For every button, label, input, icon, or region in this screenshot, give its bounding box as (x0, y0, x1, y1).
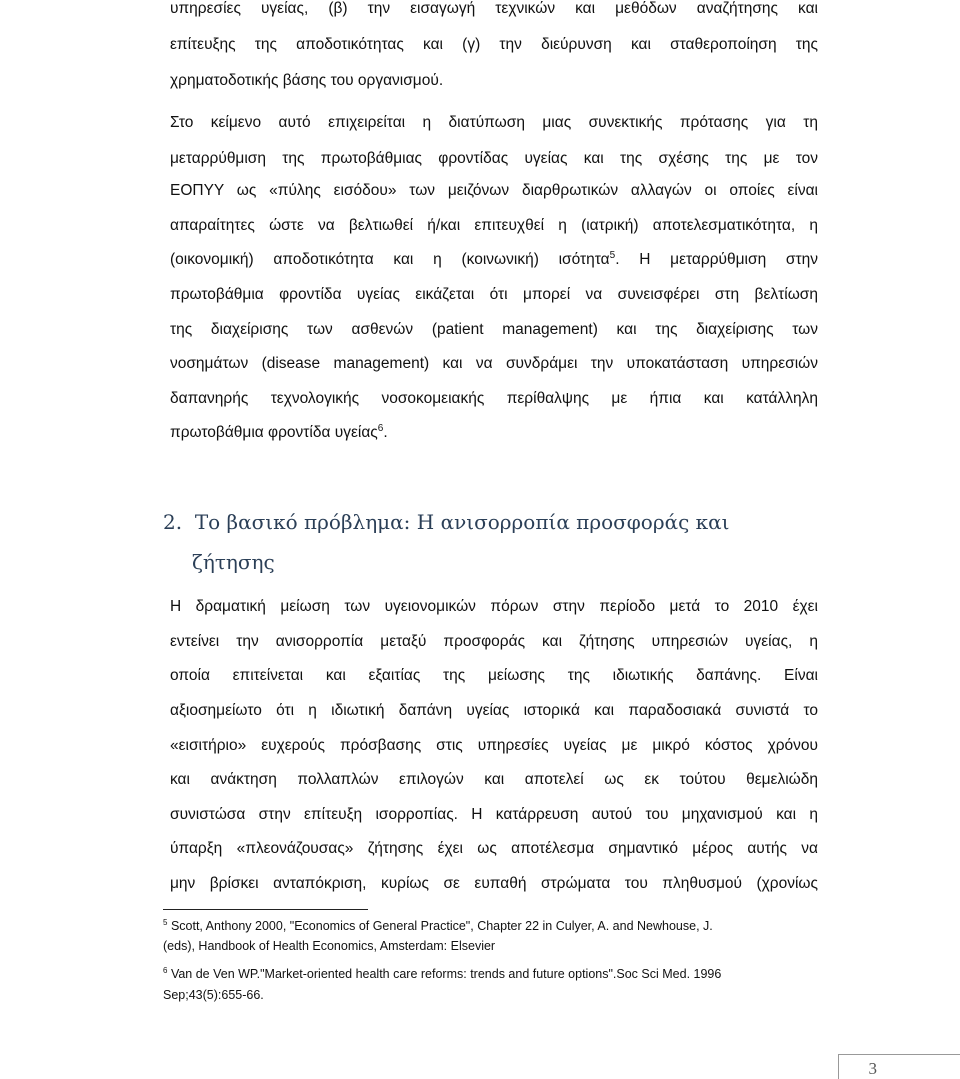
body-text-line: οποία επιτείνεται και εξαιτίας της μείωσης της ιδιωτικής δαπάνης. Είναι (170, 667, 818, 684)
footnote (163, 966, 803, 982)
body-text-line: νοσημάτων (disease management) και να συνδράμει την υποκατάσταση υπηρεσιών (170, 355, 818, 372)
body-text-line: εντείνει την ανισορροπία μεταξύ προσφοράς και ζήτησης υπηρεσιών υγείας, η (170, 633, 818, 650)
body-text-fragment: . Η μεταρρύθμιση στην (615, 251, 818, 268)
body-text-line: απαραίτητες ώστε να βελτιωθεί ή/και επιτευχθεί η (ιατρική) αποτελεσματικότητα, η (170, 217, 818, 234)
body-text-line: Η δραματική μείωση των υγειονομικών πόρων στην περίοδο μετά το 2010 έχει (170, 598, 818, 615)
footnote-text: Scott, Anthony 2000, "Economics of General Practice", Chapter 22 in Culyer, A. and Newhouse, J. (170, 919, 713, 933)
body-text-line: ύπαρξη «πλεονάζουσας» ζήτησης έχει ως αποτέλεσμα σημαντικό μέρος αυτής να (170, 840, 818, 857)
page-number-box (838, 1054, 960, 1079)
body-text-line: Στο κείμενο αυτό επιχειρείται η διατύπωση μιας συνεκτικής πρότασης για τη (170, 114, 818, 131)
body-text-line: χρηματοδοτικής βάσης του οργανισμού. (170, 72, 444, 89)
footnote-text: Van de Ven WP."Market-oriented health care reforms: trends and future options".Soc Sci Med. 1996 (170, 967, 722, 981)
body-text-line: υπηρεσίες υγείας, (β) την εισαγωγή τεχνικών και μεθόδων αναζήτησης και (170, 0, 818, 17)
body-text-line: ΕΟΠΥΥ ως «πύλης εισόδου» των μειζόνων διαρθρωτικών αλλαγών οι οποίες είναι (170, 182, 818, 199)
section-number: 2. (163, 510, 183, 534)
body-text-line: αξιοσημείωτο ότι η ιδιωτική δαπάνη υγείας ιστορικά και παραδοσιακά συνιστά το (170, 702, 818, 719)
footnote-marker: 6 (163, 965, 168, 975)
footnote-text: (eds), Handbook of Health Economics, Amsterdam: Elsevier (163, 939, 496, 953)
body-text-line: μεταρρύθμιση της πρωτοβάθμιας φροντίδας υγείας και της σχέσης της με τον (170, 150, 818, 167)
footnote-text: Sep;43(5):655-66. (163, 988, 264, 1002)
body-text-line (170, 423, 818, 443)
body-text-line: της διαχείρισης των ασθενών (patient management) και της διαχείρισης των (170, 321, 818, 338)
body-text-fragment: . (383, 424, 388, 441)
footnote-reference[interactable]: 5 (609, 249, 616, 261)
section-title-line: Το βασικό πρόβλημα: Η ανισορροπία προσφοράς και (194, 510, 730, 534)
body-text-line: πρωτοβάθμια φροντίδα υγείας εικάζεται ότι μπορεί να συνεισφέρει στη βελτίωση (170, 286, 818, 303)
footnote-marker: 5 (163, 917, 168, 927)
body-text-line: μην βρίσκει ανταπόκριση, κυρίως σε ευπαθή στρώματα του πληθυσμού (χρονίως (170, 875, 818, 892)
body-text-fragment: (οικονομική) αποδοτικότητα και η (κοινωνική) ισότητα (170, 251, 610, 268)
body-text-line: επίτευξης της αποδοτικότητας και (γ) την διεύρυνση και σταθεροποίηση της (170, 36, 818, 53)
page-number: 3 (868, 1059, 877, 1078)
body-text-line: δαπανηρής τεχνολογικής νοσοκομειακής περίθαλψης με ήπια και κατάλληλη (170, 390, 818, 407)
body-text-fragment: πρωτοβάθμια φροντίδα υγείας (170, 424, 378, 441)
section-heading (163, 510, 803, 534)
section-title-line: ζήτησης (192, 550, 275, 574)
body-text-line: και ανάκτηση πολλαπλών επιλογών και αποτελεί ως εκ τούτου θεμελιώδη (170, 771, 818, 788)
body-text-line: συνιστώσα στην επίτευξη ισορροπίας. Η κατάρρευση αυτού του μηχανισμού και η (170, 806, 818, 823)
footnote-separator (163, 909, 368, 910)
body-text-line (170, 250, 818, 270)
footnote (163, 918, 803, 934)
footnote-reference[interactable]: 6 (377, 422, 384, 434)
body-text-line: «εισιτήριο» ευχερούς πρόσβασης στις υπηρεσίες υγείας με μικρό κόστος χρόνου (170, 737, 818, 754)
